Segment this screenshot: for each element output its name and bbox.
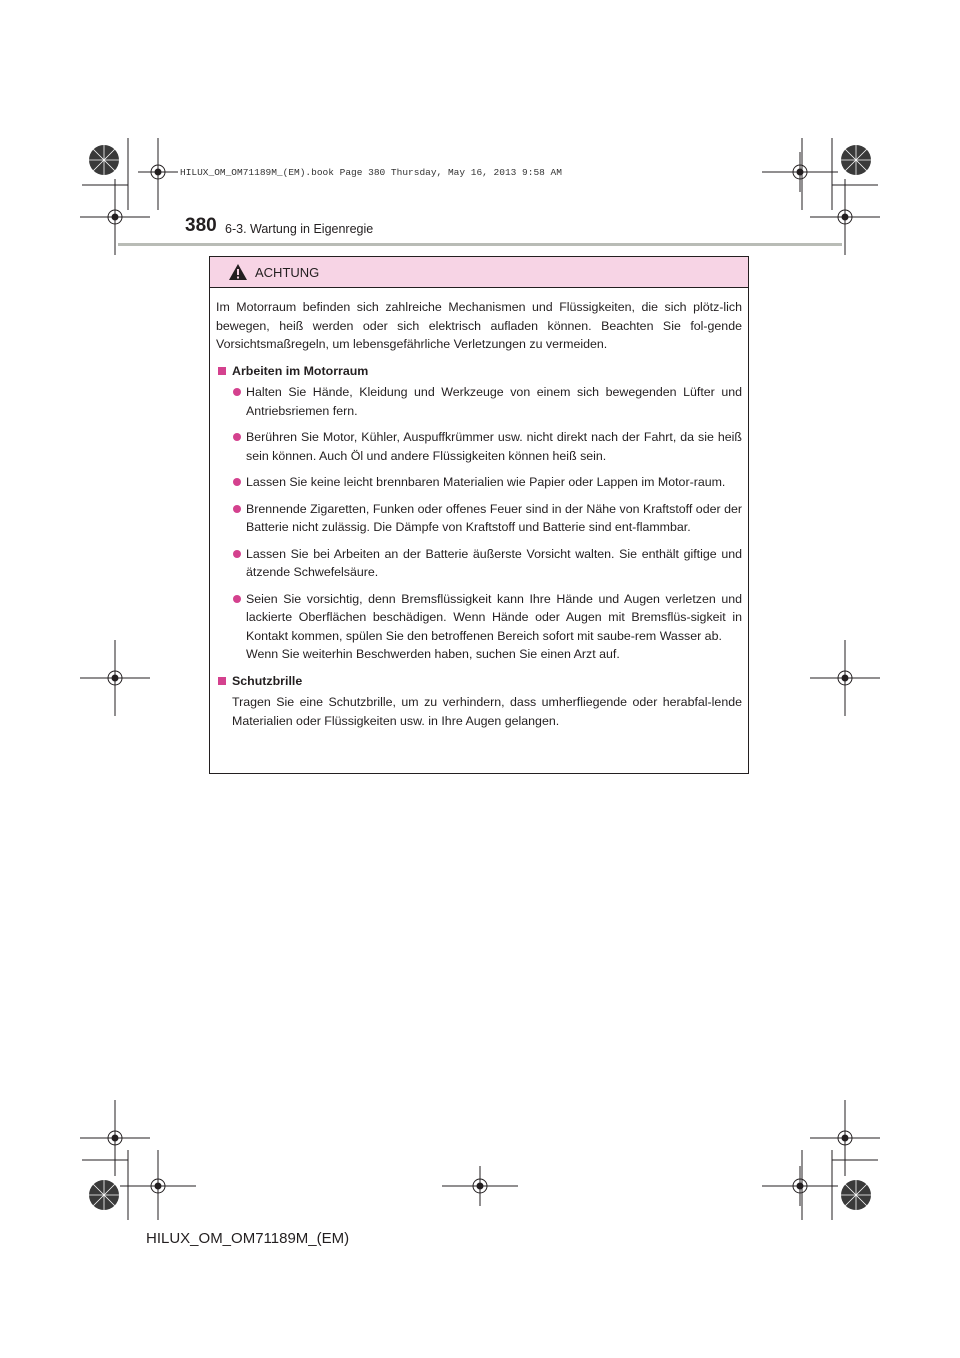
bullet-icon [233,505,241,513]
warning-intro: Im Motorraum befinden sich zahlreiche Mechanismen und Flüssigkeiten, die sich plötz-lich bewegen, heiß werden oder sich elektrisch aufladen können. Beachten Sie fol-gende Vorsichtsmaßregeln, um lebensgefährliche Verletzungen zu vermeiden. [216,300,742,351]
list-item [216,590,742,664]
warning-triangle-icon [228,263,248,281]
list-item [216,383,742,420]
bullet-icon [233,478,241,486]
footer-doc-code: HILUX_OM_OM71189M_(EM) [146,1230,350,1247]
bullet-icon [233,595,241,603]
section-heading-goggles [216,672,742,691]
section-heading-text: Schutzbrille [232,673,303,688]
print-info-slug: HILUX_OM_OM71189M_(EM).book Page 380 Thursday, May 16, 2013 9:58 AM [180,167,562,178]
list-item-text: Halten Sie Hände, Kleidung und Werkzeuge von einem sich bewegenden Lüfter und Antriebsriemen fern. [246,385,742,418]
list-item [216,500,742,537]
header-rule [118,243,842,246]
list-item-text: Seien Sie vorsichtig, denn Bremsflüssigkeit kann Ihre Hände und Augen verletzen und lackierte Oberflächen beschädigen. Wenn Hände oder Augen mit Bremsflüs-sigkeit in Kontakt kommen, spülen Sie den betroffenen Bereich sofort mit saube-rem Wasser ab. [246,591,742,643]
list-item-text: Lassen Sie bei Arbeiten an der Batterie äußerste Vorsicht walten. Sie enthält giftige und ätzende Schwefelsäure. [246,546,742,579]
section-title: 6-3. Wartung in Eigenregie [225,222,374,236]
bullet-icon [233,388,241,396]
bullet-icon [233,433,241,441]
warning-body [210,288,748,730]
warning-title: ACHTUNG [255,265,320,280]
list-item-text: Berühren Sie Motor, Kühler, Auspuffkrümmer usw. nicht direkt nach der Fahrt, da sie heiß sein können. Auch Öl und andere Flüssigkeiten können heiß sein. [246,430,742,463]
page-number: 380 [185,215,217,236]
square-bullet-icon [218,677,226,685]
square-bullet-icon [218,367,226,375]
list-item [216,428,742,465]
list-item [216,473,742,492]
bullet-icon [233,550,241,558]
list-item-text: Lassen Sie keine leicht brennbaren Materialien wie Papier oder Lappen im Motor-raum. [246,475,726,489]
section-heading-engine-work [216,362,742,381]
list-item [216,545,742,582]
list-item-extra-text: Wenn Sie weiterhin Beschwerden haben, suchen Sie einen Arzt auf. [246,647,620,661]
goggles-text: Tragen Sie eine Schutzbrille, um zu verhindern, dass umherfliegende oder herabfal-lende Materialien oder Flüssigkeiten usw. in Ihre Augen gelangen. [232,695,742,728]
section-heading-text: Arbeiten im Motorraum [232,363,369,378]
warning-box [209,256,749,774]
warning-header [210,257,748,288]
list-item-text: Brennende Zigaretten, Funken oder offenes Feuer sind in der Nähe von Kraftstoff oder der Batterie nicht zulässig. Die Dämpfe von Kraftstoff und Batterie sind ent-flammbar. [246,501,742,534]
